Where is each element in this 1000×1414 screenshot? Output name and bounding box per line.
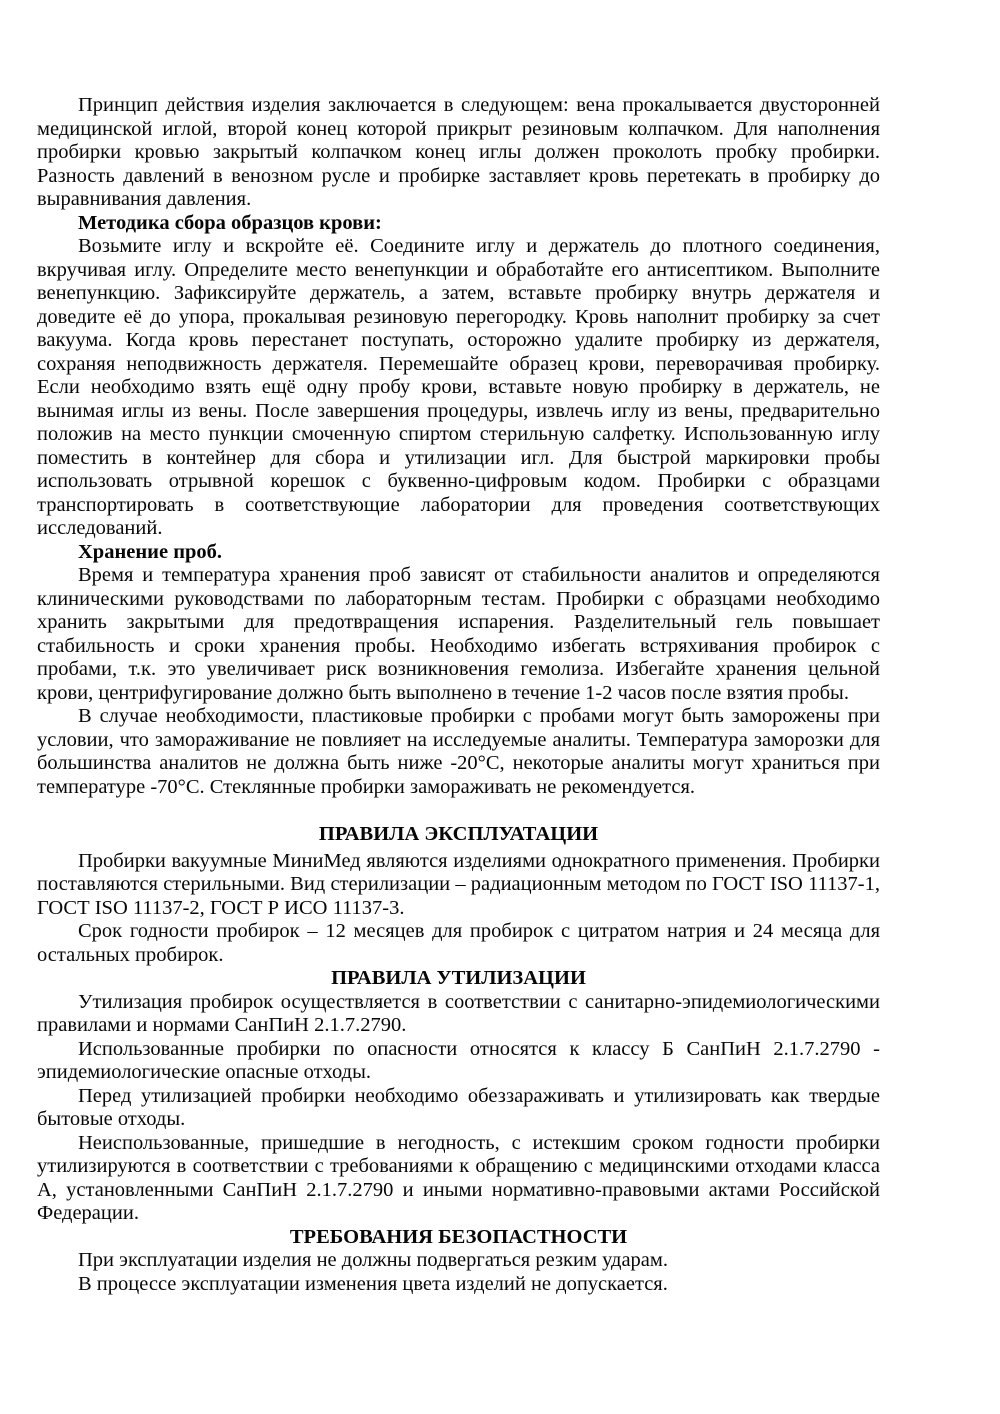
heading-operation-rules: ПРАВИЛА ЭКСПЛУАТАЦИИ: [318, 823, 599, 845]
paragraph-no-sharp-impacts: При эксплуатации изделия не должны подвергаться резким ударам.: [78, 1249, 669, 1271]
paragraph-storage-conditions: Время и температура хранения проб зависят от стабильности аналитов и определяются клиническими руководствами по лабораторным тестам. Пробирки с образцами необходимо хранить закрытыми для предотвращения испарения. Разделительный гель повышает стабильность и сроки хранения пробы. Необходимо избегать встряхивания пробирок с пробами, т.к. это увеличивает риск возникновения гемолиза. Избегайте хранения цельной крови, центрифугирование должно быть выполнено в течение 1-2 часов после взятия пробы.: [37, 564, 880, 704]
subheading-blood-collection-method: Методика сбора образцов крови:: [78, 211, 382, 234]
paragraph-collection-procedure: Возьмите иглу и вскройте её. Соедините иглу и держатель до плотного соединения, вкручивая иглу. Определите место венепункции и обработайте его антисептиком. Выполните венепункцию. Зафиксируйте держатель, а затем, вставьте пробирку внутрь держателя и доведите её до упора, прокалывая резиновую перегородку. Кровь наполнит пробирку за счет вакуума. Когда кровь перестанет поступать, осторожно удалите пробирку из держателя, сохраняя неподвижность держателя. Перемешайте образец крови, переворачивая пробирку. Если необходимо взять ещё одну пробу крови, вставьте новую пробирку в держатель, не вынимая иглы из вены. После завершения процедуры, извлечь иглу из вены, предварительно положив на место пункции смоченную спиртом стерильную салфетку. Использованную иглу поместить в контейнер для сбора и утилизации игл. Для быстрой маркировки пробы использовать отрывной корешок с буквенно-цифровым кодом. Пробирки с образцами транспортировать в соответствующие лаборатории для проведения соответствующих исследований.: [37, 235, 880, 539]
paragraph-used-tubes-class-b: Использованные пробирки по опасности относятся к классу Б СанПиН 2.1.7.2790 - эпидемиологические опасные отходы.: [37, 1037, 880, 1083]
heading-safety-requirements: ТРЕБОВАНИЯ БЕЗОПАСТНОСТИ: [289, 1225, 628, 1248]
paragraph-unused-tubes-class-a: Неиспользованные, пришедшие в негодность, с истекшим сроком годности пробирки утилизируются в соответствии с требованиями к обращению с медицинскими отходами класса А, установленными СанПиН 2.1.7.2790 и иными нормативно-правовыми актами Российской Федерации.: [37, 1131, 880, 1224]
paragraph-disposal-sanpin: Утилизация пробирок осуществляется в соответствии с санитарно-эпидемиологическими правилами и нормами СанПиН 2.1.7.2790.: [37, 990, 880, 1036]
paragraph-decontamination: Перед утилизацией пробирки необходимо обеззараживать и утилизировать как твердые бытовые отходы.: [37, 1084, 880, 1130]
paragraph-operating-principle: Принцип действия изделия заключается в следующем: вена прокалывается двусторонней медицинской иглой, второй конец которой прикрыт резиновым колпачком. Для наполнения пробирки кровью закрытый колпачком конец иглы должен проколоть пробку пробирки. Разность давлений в венозном русле и пробирке заставляет кровь перетекать в пробирку до выравнивания давления.: [37, 94, 880, 210]
paragraph-single-use-sterilization: Пробирки вакуумные МиниМед являются изделиями однократного применения. Пробирки поставляются стерильными. Вид стерилизации – радиационным методом по ГОСТ ISO 11137-1, ГОСТ ISO 11137-2, ГОСТ Р ИСО 11137-3.: [37, 849, 880, 919]
paragraph-no-color-change: В процессе эксплуатации изменения цвета изделий не допускается.: [78, 1272, 668, 1295]
heading-disposal-rules: ПРАВИЛА УТИЛИЗАЦИИ: [331, 967, 586, 989]
paragraph-freezing-conditions: В случае необходимости, пластиковые пробирки с пробами могут быть заморожены при условии, что замораживание не повлияет на исследуемые аналиты. Температура заморозки для большинства аналитов не должна быть ниже -20°С, некоторые аналиты могут храниться при температуре -70°С. Стеклянные пробирки замораживать не рекомендуется.: [37, 705, 880, 798]
subheading-sample-storage: Хранение проб.: [78, 540, 223, 563]
paragraph-shelf-life: Срок годности пробирок – 12 месяцев для пробирок с цитратом натрия и 24 месяца для остальных пробирок.: [37, 920, 880, 966]
